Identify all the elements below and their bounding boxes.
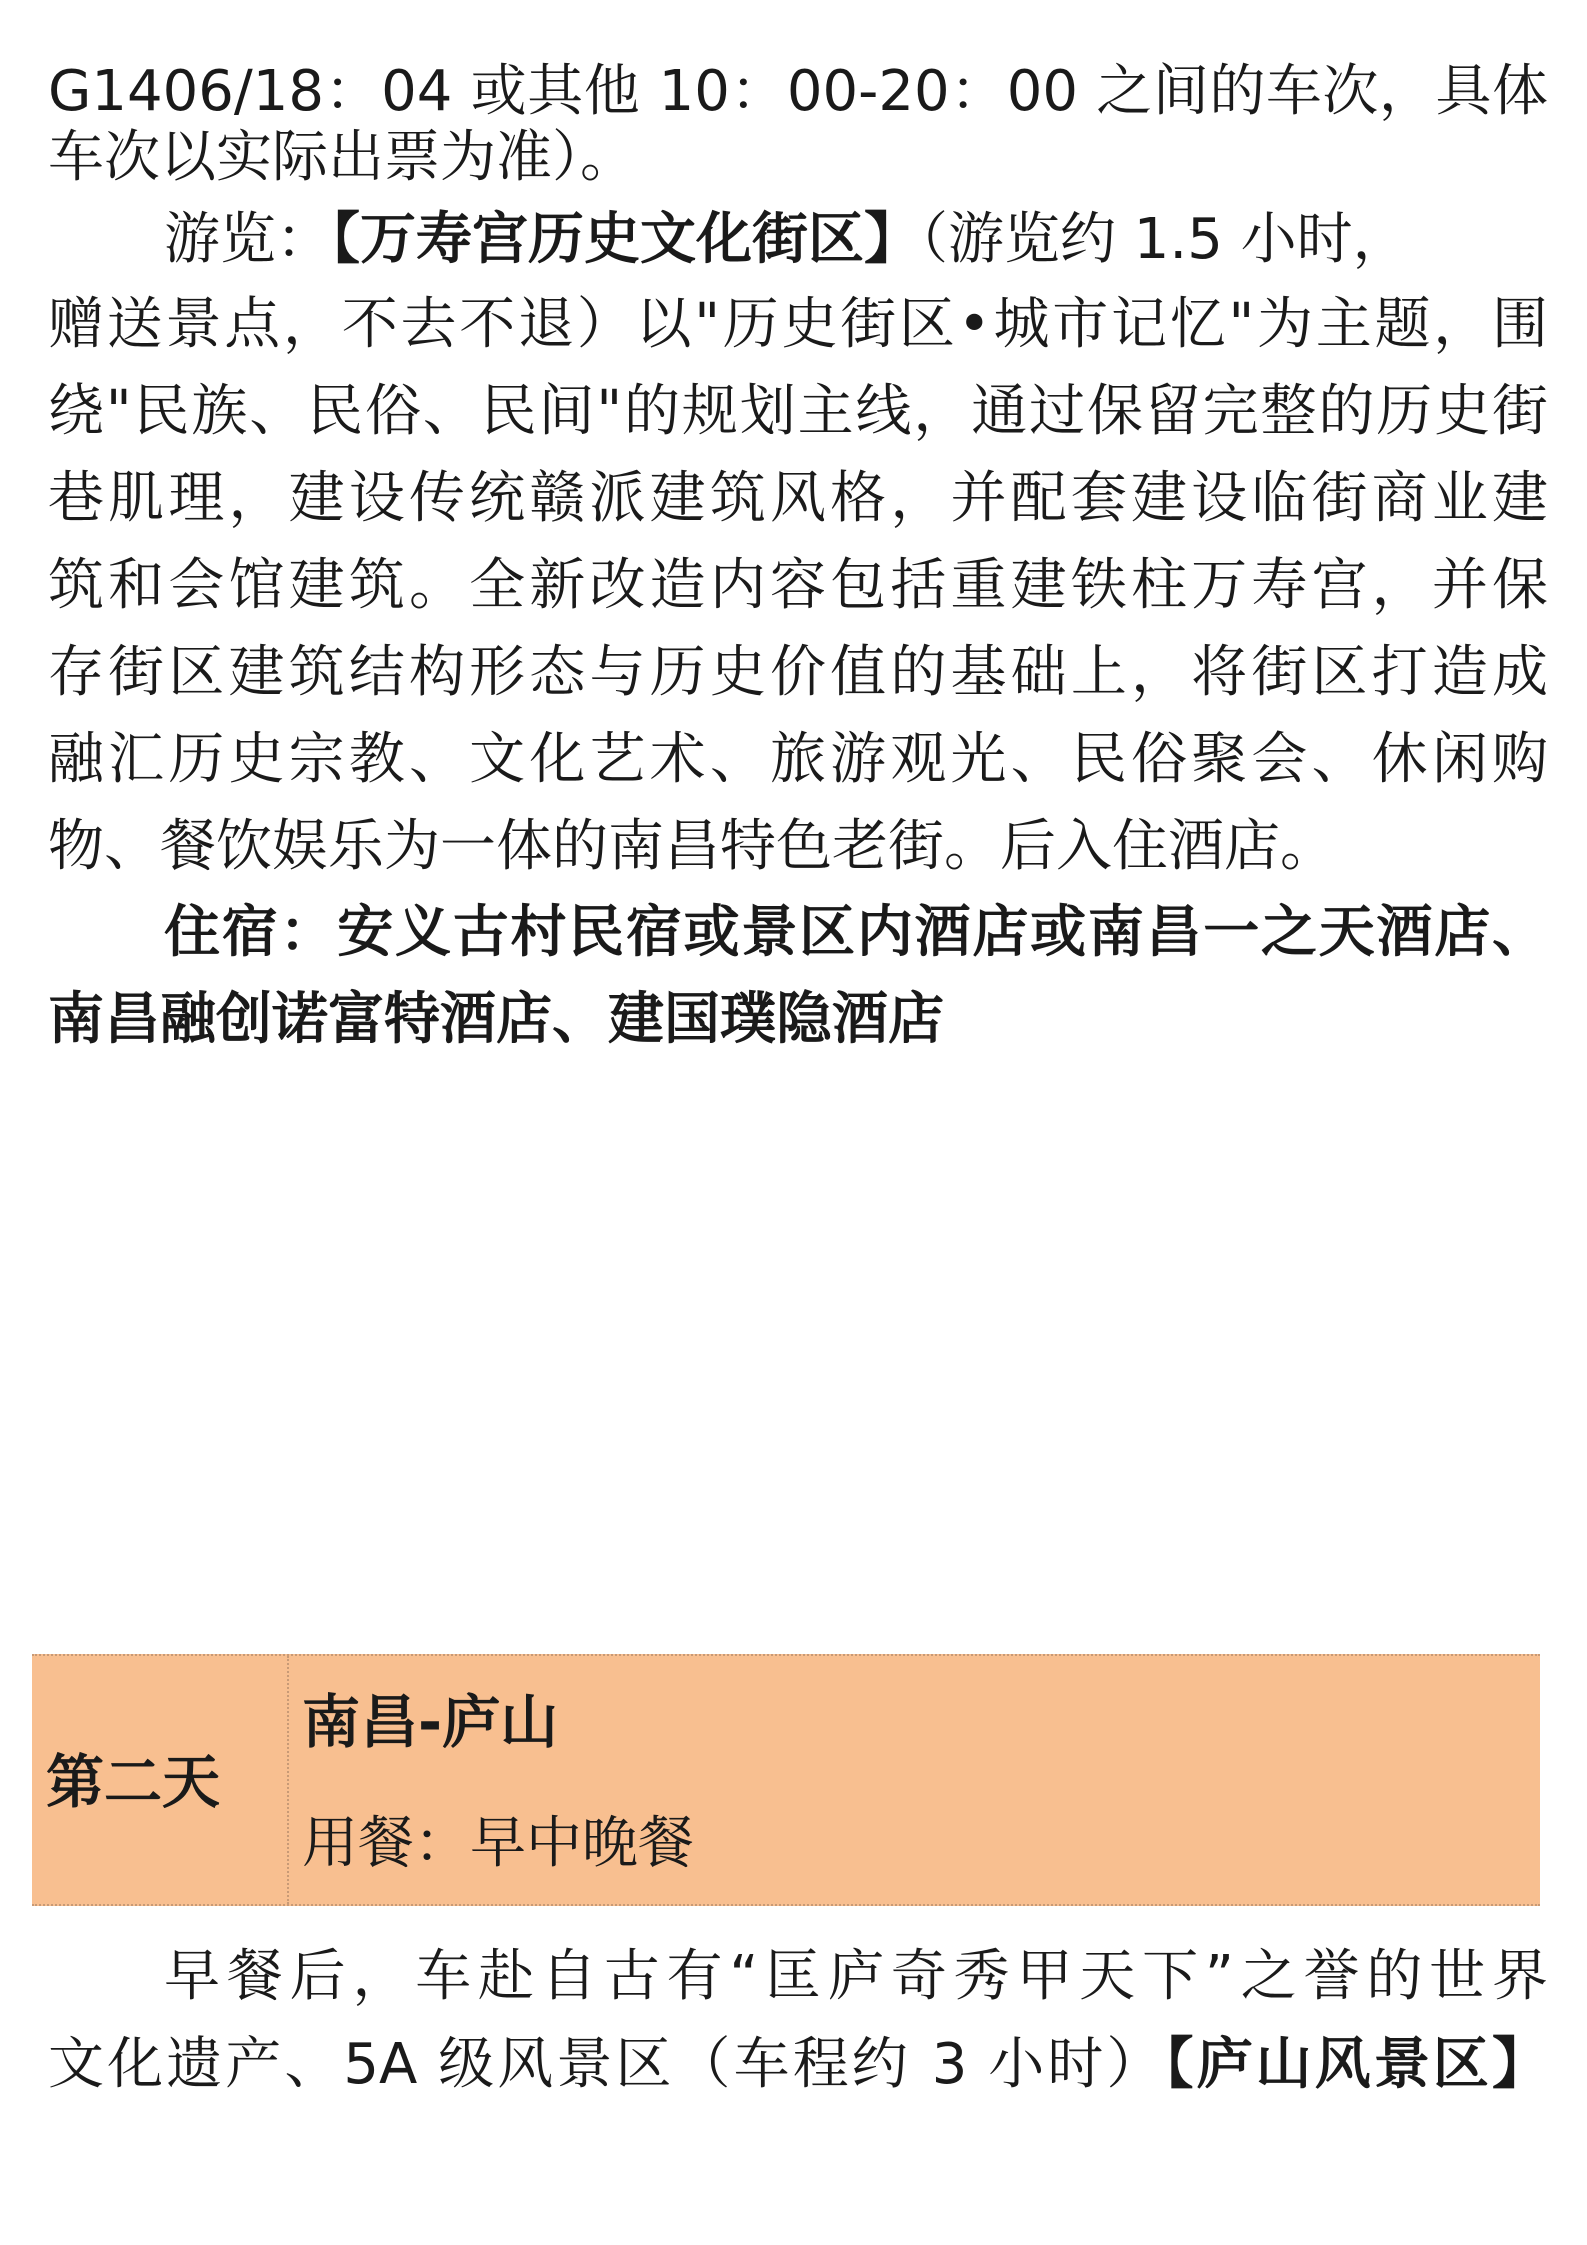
sightseeing-label: 游览： bbox=[164, 207, 332, 272]
day-header-divider bbox=[287, 1656, 289, 1904]
text-line-6: 巷肌理，建设传统赣派建筑风格，并配套建设临街商业建 bbox=[48, 466, 1548, 531]
text-line-3 bbox=[164, 200, 1548, 280]
text-line-2: 车次以实际出票为准）。 bbox=[48, 125, 636, 190]
wanshougong-title: 【万寿宫历史文化街区】 bbox=[332, 207, 920, 272]
duration-note: （游览约 1.5 小时， bbox=[920, 207, 1409, 272]
text-line-after-2 bbox=[48, 2025, 1548, 2105]
accommodation-line-2: 南昌融创诺富特酒店、建国璞隐酒店 bbox=[48, 987, 944, 1052]
text-line-4: 赠送景点，不去不退）以"历史街区•城市记忆"为主题，围 bbox=[48, 292, 1548, 357]
day-route: 南昌-庐山 bbox=[302, 1688, 559, 1756]
accommodation-line-1: 住宿：安义古村民宿或景区内酒店或南昌一之天酒店、 bbox=[164, 900, 1548, 965]
text-line-1: G1406/18：04 或其他 10：00-20：00 之间的车次，具体 bbox=[48, 59, 1548, 124]
text-line-after-1: 早餐后，车赴自古有“匡庐奇秀甲天下”之誉的世界 bbox=[164, 1944, 1548, 2009]
text-line-5: 绕"民族、民俗、民间"的规划主线，通过保留完整的历史街 bbox=[48, 379, 1548, 444]
heritage-text: 文化遗产、5A 级风景区（车程约 3 小时） bbox=[48, 2032, 1166, 2097]
day-label: 第二天 bbox=[46, 1748, 221, 1816]
day-two-header bbox=[32, 1654, 1540, 1906]
text-line-7: 筑和会馆建筑。全新改造内容包括重建铁柱万寿宫，并保 bbox=[48, 553, 1548, 618]
text-line-9: 融汇历史宗教、文化艺术、旅游观光、民俗聚会、休闲购 bbox=[48, 727, 1548, 792]
day-meals: 用餐：早中晚餐 bbox=[302, 1811, 694, 1876]
lushan-title: 【庐山风景区】 bbox=[1165, 2032, 1548, 2097]
text-line-8: 存街区建筑结构形态与历史价值的基础上，将街区打造成 bbox=[48, 640, 1548, 705]
text-line-10: 物、餐饮娱乐为一体的南昌特色老街。后入住酒店。 bbox=[48, 814, 1336, 879]
